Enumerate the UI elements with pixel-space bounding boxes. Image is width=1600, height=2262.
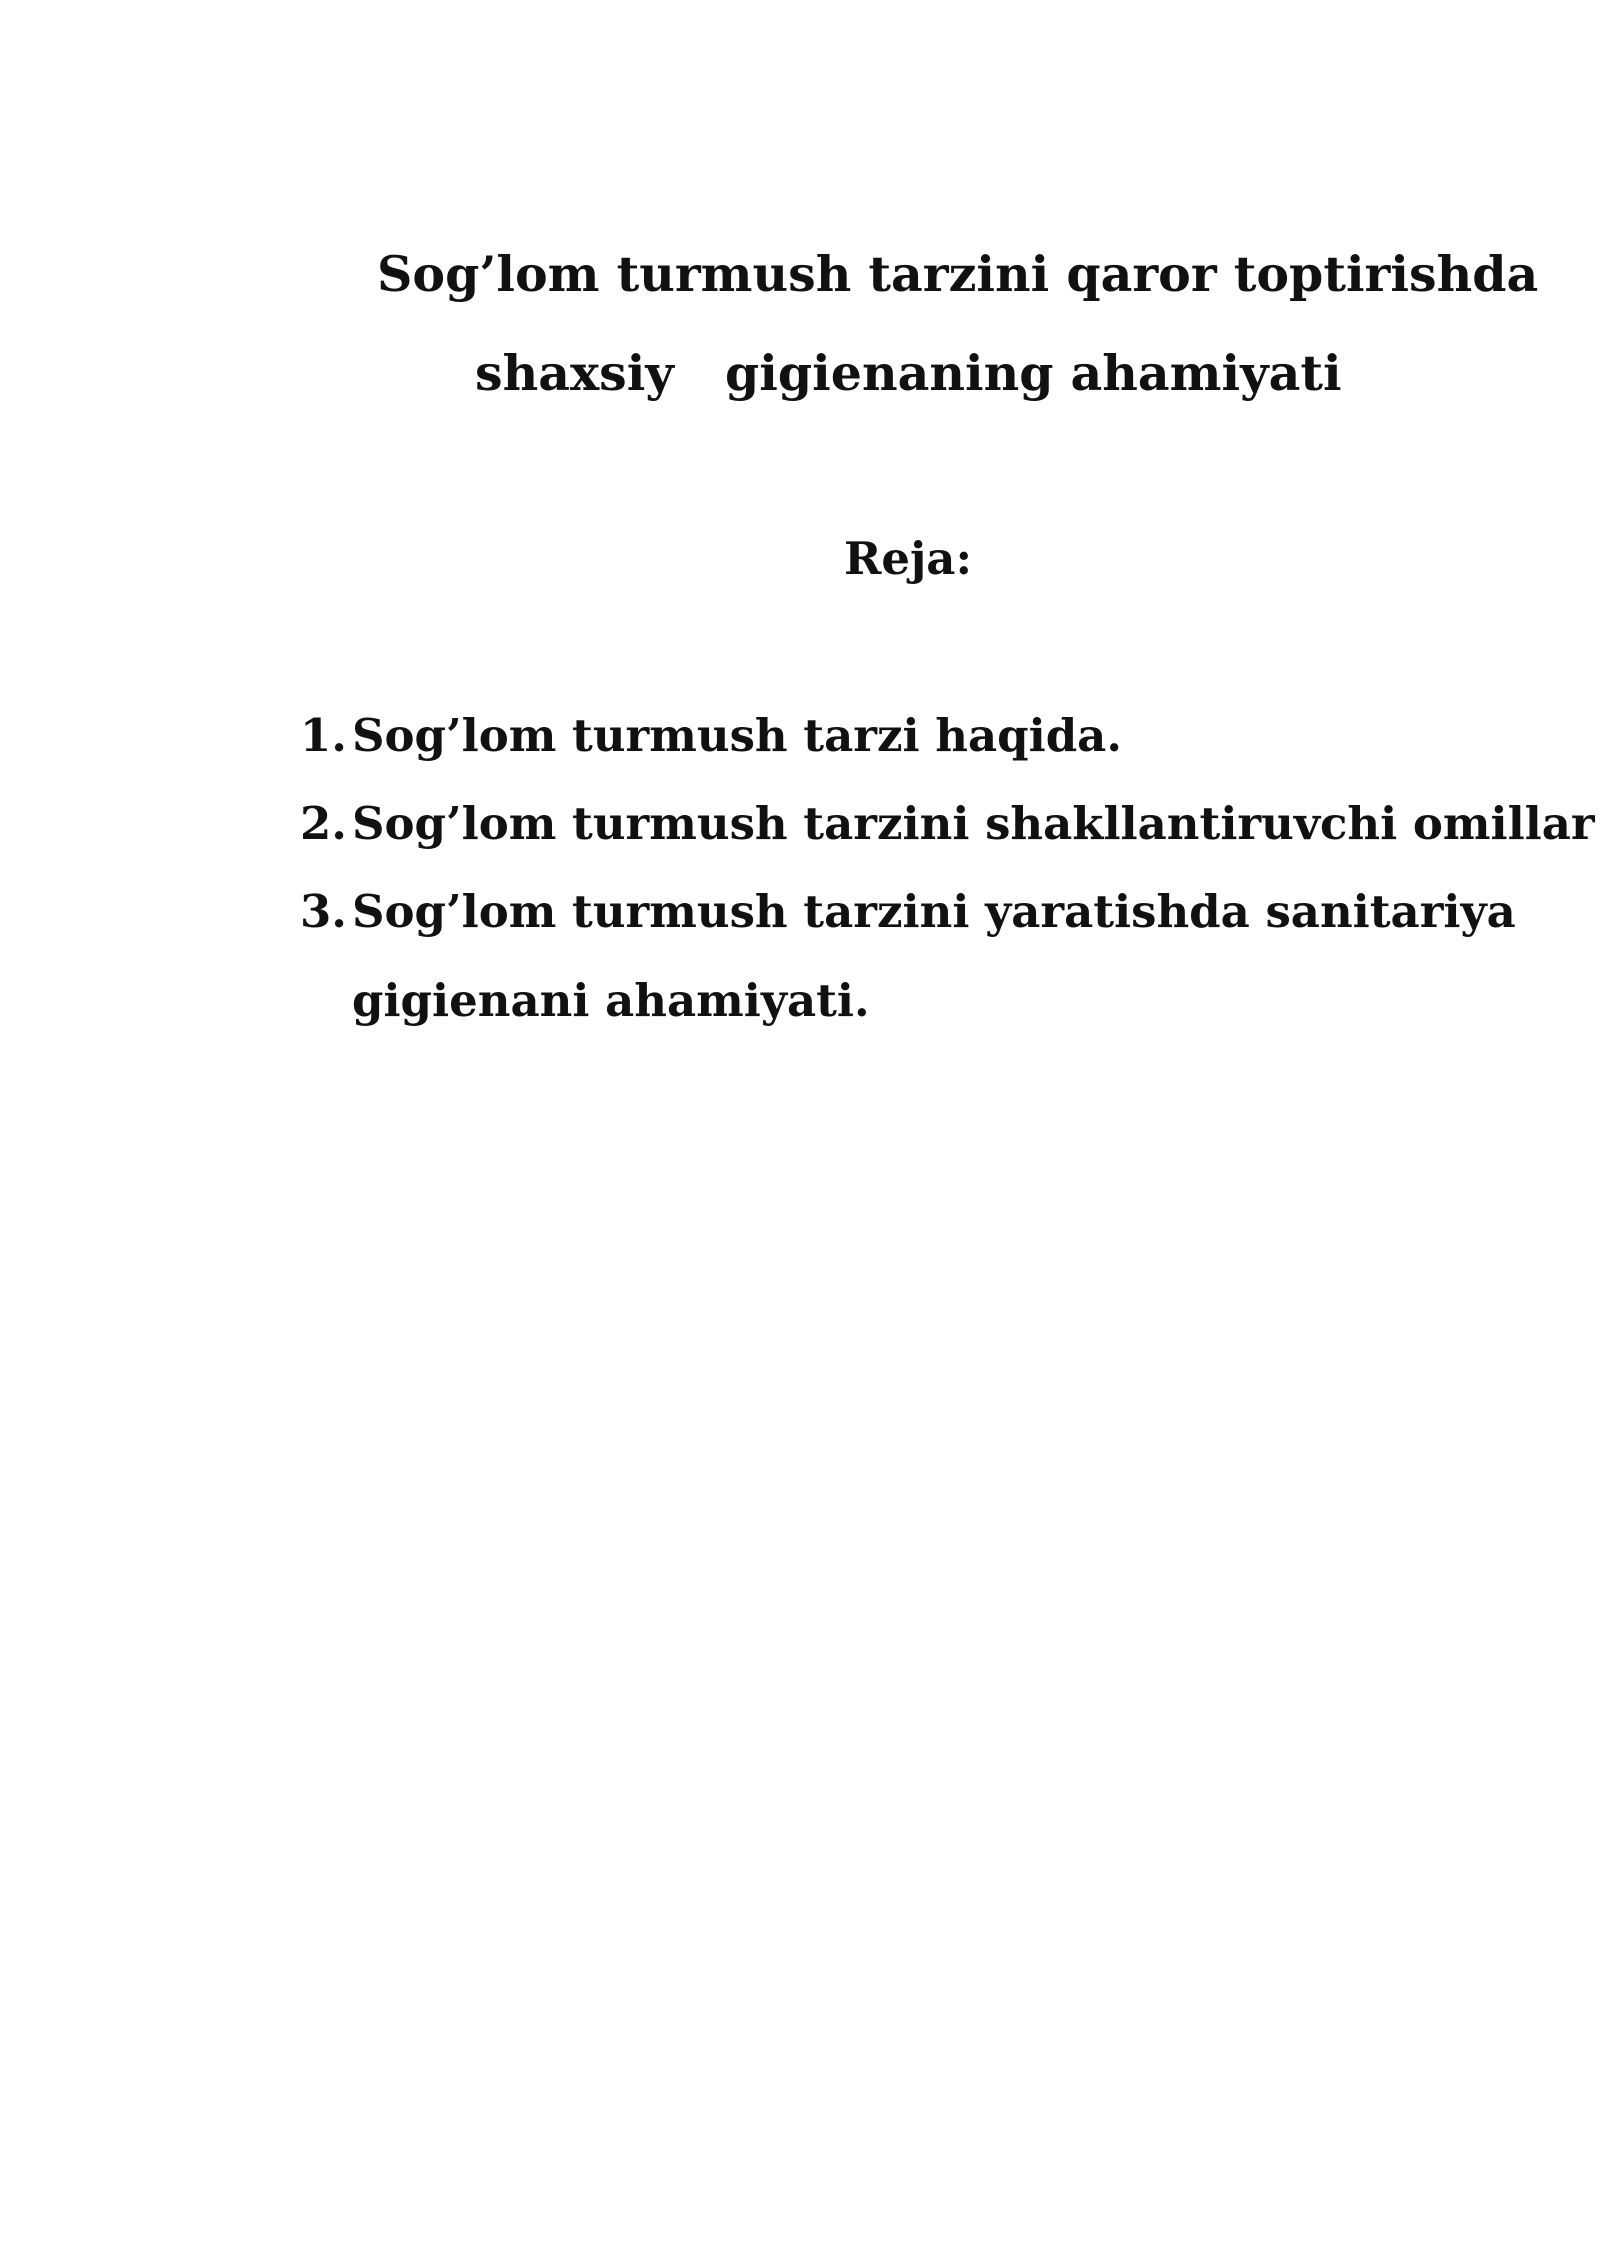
plan-item-number: 2. — [300, 797, 347, 850]
document-title-line-1: Sog’lom turmush tarzini qaror toptirishda — [377, 245, 1539, 303]
plan-item-text: Sog’lom turmush tarzini shakllantiruvchi omillar — [352, 797, 1595, 850]
plan-item-text: Sog’lom turmush tarzi haqida. — [352, 709, 1122, 762]
document-title-line-2: shaxsiy gigienaning ahamiyati — [475, 344, 1342, 402]
plan-heading: Reja: — [844, 532, 973, 585]
plan-item-number: 1. — [300, 709, 347, 762]
plan-item-number: 3. — [300, 885, 347, 938]
plan-item-text-continuation: gigienani ahamiyati. — [352, 974, 870, 1027]
plan-item-text: Sog’lom turmush tarzini yaratishda sanitariya — [352, 885, 1516, 938]
